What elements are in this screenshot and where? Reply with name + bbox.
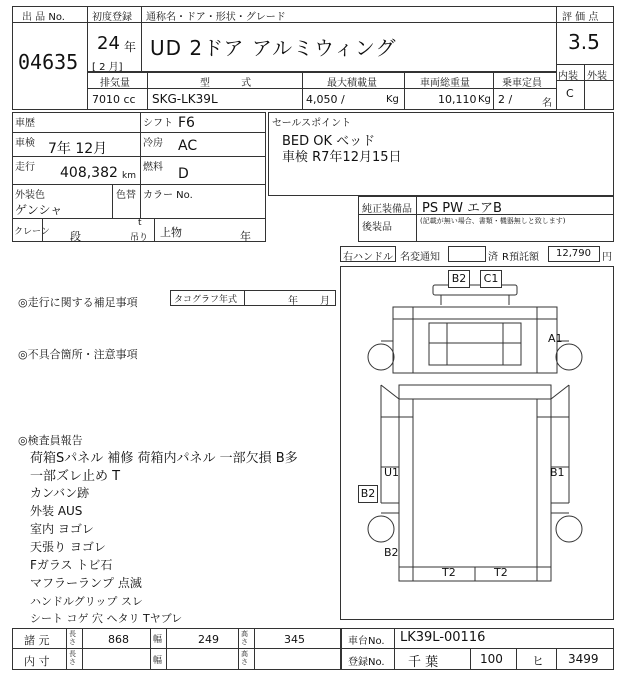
sales-points-label: セールスポイント [272,118,352,129]
inspector-line: マフラーランプ 点滅 [30,576,142,590]
interior-length-label: 長さ [69,650,76,666]
overall-score: 3.5 [568,30,600,54]
gross-weight-value: 10,110 [438,93,477,106]
color-code-label: カラー No. [143,190,193,201]
exterior-score-label: 外装 [587,71,607,82]
yen-unit: 円 [602,252,612,263]
crane-stage: 段 [70,230,81,243]
capacity-value: 2 / [498,93,513,106]
sales-point-line-2: 車検 R7年12月15日 [282,150,402,165]
interior-score-label: 内装 [558,71,578,82]
height-label: 高さ [241,630,248,646]
inspection-label: 車検 [15,138,35,149]
damage-marker-b2-bottom: B2 [384,546,399,559]
capacity-label: 乗車定員 [502,78,542,89]
mileage-label: 走行 [15,162,35,173]
damage-marker-c1-top: C1 [480,270,502,288]
length-value: 868 [108,633,129,646]
damage-marker-t2-right: T2 [494,566,508,579]
width-label: 幅 [153,635,163,645]
car-name: UD 2ドア アルミウィング [150,36,397,60]
interior-height-label: 高さ [241,650,248,666]
car-name-label: 通称名・ドア・形状・グレード [146,12,286,23]
inspector-line: ハンドルグリップ スレ [30,595,143,608]
chassis-number: LK39L-00116 [400,630,486,645]
crane-ton: t [138,218,142,228]
shift-label: シフト [143,118,173,129]
gross-weight-label: 車両総重量 [420,78,470,89]
crane-lift: 吊り [130,233,149,243]
name-change-field [448,246,486,262]
aftermarket-note: (記載が無い場合、書類・機器無しと致します) [420,217,566,225]
damage-marker-b1: B1 [550,466,565,479]
sales-point-line-1: BED OK ベッド [282,134,376,149]
max-load-label: 最大積載量 [327,78,377,89]
first-reg-label: 初度登録 [92,12,132,23]
first-reg-year-unit: 年 [124,40,137,54]
crane-label: クレーン [14,227,50,237]
registration-number: 3499 [568,652,599,666]
inspector-line: Fガラス トビ石 [30,558,113,572]
name-change-mark: 済 [488,252,498,263]
first-reg-month: [ 2 月] [92,62,123,73]
mileage-value: 408,382 [60,165,118,181]
inspector-line: 外装 AUS [30,504,83,518]
displacement-label: 排気量 [100,78,130,89]
inspection-value: 7年 12月 [48,141,108,157]
mileage-unit: km [122,171,136,181]
lot-number-label: 出 品 No. [22,12,65,23]
max-load-unit: Kg [386,94,399,105]
inspector-line: 荷箱Sパネル 補修 荷箱内パネル 一部欠損 B多 [30,451,298,466]
recycle-deposit-label: R預託額 [502,252,539,263]
chassis-label: 車台No. [348,636,385,647]
damage-marker-a1: A1 [548,332,563,345]
interior-width-label: 幅 [153,656,163,666]
displacement-value: 7010 cc [92,93,136,106]
width-value: 249 [198,633,219,646]
max-load-value: 4,050 / [306,93,345,106]
registration-kana: ヒ [532,654,545,668]
color-change-label: 色替 [116,190,136,201]
damage-marker-b2-left: B2 [358,485,378,503]
lot-number: 04635 [18,50,79,74]
model-label: 型 式 [200,78,252,89]
model-value: SKG-LK39L [152,92,218,106]
interior-dims-label: 内 寸 [24,655,50,668]
recycle-deposit-value: 12,790 [556,248,591,259]
ac-label: 冷房 [143,138,163,149]
damage-marker-b2-top: B2 [448,270,470,288]
driving-notes-title: ◎走行に関する補足事項 [18,296,138,309]
fuel-value: D [178,166,189,182]
right-handle: 右ハンドル [343,252,393,263]
first-reg-year: 24 [97,33,120,54]
score-label: 評 価 点 [562,12,599,23]
name-change-label: 名変通知 [400,252,440,263]
tachograph-year: 年 [288,296,298,307]
color-value: ゲンシャ [15,203,63,217]
tachograph-month: 月 [320,296,330,307]
interior-score: C [566,87,574,100]
gross-weight-unit: Kg [478,94,491,105]
genuine-equipment-label: 純正装備品 [362,204,412,215]
body-label: 上物 [160,226,182,239]
inspector-line: 室内 ヨゴレ [30,522,94,536]
inspector-line: 一部ズレ止め T [30,469,121,484]
inspector-line: シート コゲ 穴 ヘタリ Tヤブレ [30,612,183,625]
color-label: 外装色 [15,190,45,201]
length-label: 長さ [69,630,76,646]
inspector-line: 天張り ヨゴレ [30,540,106,554]
ac-value: AC [178,138,198,154]
inspector-line: カンバン跡 [30,486,90,500]
aftermarket-label: 後装品 [362,222,392,233]
damage-diagram [340,266,614,620]
genuine-equipment-value: PS PW エアB [422,201,502,216]
inspector-report-title: ◎検査員報告 [18,434,83,447]
damage-marker-u1: U1 [384,466,400,479]
tachograph-label: タコグラフ年式 [174,295,238,305]
fuel-label: 燃料 [143,162,163,173]
body-year: 年 [240,230,251,243]
registration-area: 千 葉 [408,655,439,670]
shift-value: F6 [178,115,195,131]
truck-outline-drawing [341,267,613,619]
history-label: 車歴 [15,118,35,129]
registration-label: 登録No. [348,657,385,668]
height-value: 345 [284,633,305,646]
damage-marker-t2-left: T2 [442,566,456,579]
defects-title: ◎不具合箇所・注意事項 [18,348,138,361]
dimensions-label: 諸 元 [24,634,50,647]
capacity-unit: 名 [542,98,552,109]
registration-class: 100 [480,652,503,666]
